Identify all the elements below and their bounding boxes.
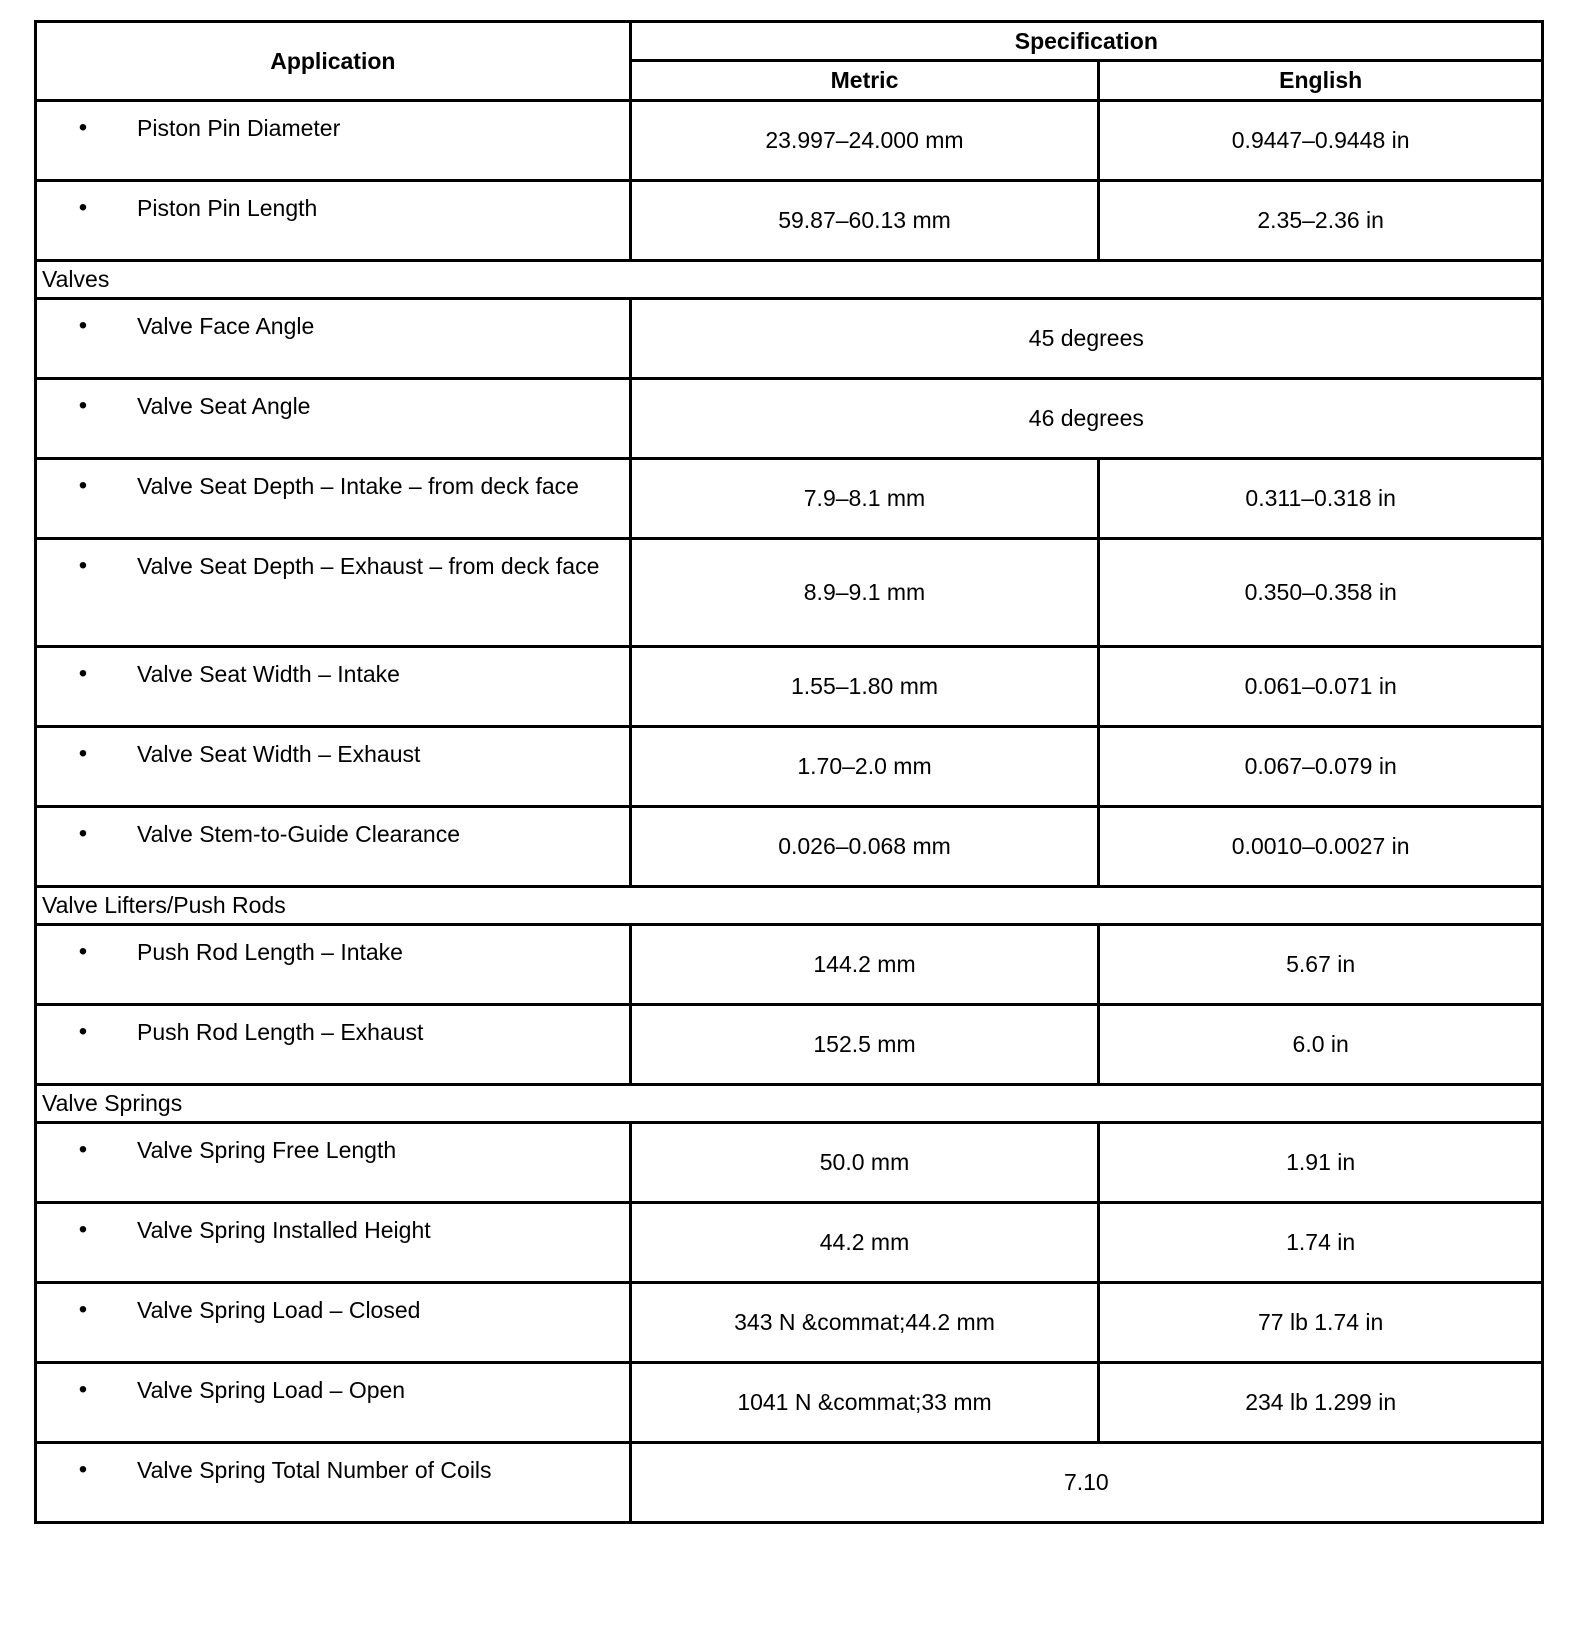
bullet-icon [37, 1456, 137, 1484]
application-cell [36, 379, 631, 459]
application-label: Valve Spring Installed Height [137, 1217, 431, 1243]
table-row [36, 101, 1543, 181]
table-row [36, 1283, 1543, 1363]
table-row [36, 1203, 1543, 1283]
application-cell [36, 1203, 631, 1283]
spec-value-cell: 46 degrees [630, 379, 1542, 459]
application-label: Valve Seat Depth – Intake – from deck face [137, 473, 579, 499]
application-cell [36, 101, 631, 181]
application-cell [36, 647, 631, 727]
bullet-icon [37, 312, 137, 340]
spec-value-cell: 7.10 [630, 1443, 1542, 1523]
section-row [36, 261, 1543, 299]
table-row [36, 925, 1543, 1005]
metric-value-cell: 152.5 mm [630, 1005, 1099, 1085]
application-label: Valve Spring Free Length [137, 1137, 397, 1163]
application-label: Valve Spring Total Number of Coils [137, 1457, 492, 1483]
application-label: Piston Pin Diameter [137, 115, 341, 141]
application-label: Valve Face Angle [137, 313, 315, 339]
english-value-cell: 2.35–2.36 in [1099, 181, 1543, 261]
english-value-cell: 77 lb 1.74 in [1099, 1283, 1543, 1363]
bullet-icon [37, 472, 137, 500]
application-label: Valve Seat Angle [137, 393, 311, 419]
bullet-icon [37, 552, 137, 580]
english-value-cell: 0.350–0.358 in [1099, 539, 1543, 647]
english-header: English [1099, 61, 1543, 101]
specification-header: Specification [630, 22, 1542, 61]
section-heading: Valve Lifters/Push Rods [36, 887, 1543, 925]
application-cell [36, 459, 631, 539]
table-row [36, 727, 1543, 807]
table-row [36, 807, 1543, 887]
bullet-icon [37, 820, 137, 848]
table-row [36, 459, 1543, 539]
application-cell [36, 1123, 631, 1203]
bullet-icon [37, 740, 137, 768]
english-value-cell: 6.0 in [1099, 1005, 1543, 1085]
english-value-cell: 1.91 in [1099, 1123, 1543, 1203]
application-label: Valve Spring Load – Closed [137, 1297, 421, 1323]
metric-value-cell: 1.70–2.0 mm [630, 727, 1099, 807]
application-cell [36, 299, 631, 379]
english-value-cell: 5.67 in [1099, 925, 1543, 1005]
section-heading: Valves [36, 261, 1543, 299]
spec-table [34, 20, 1544, 1524]
english-value-cell: 234 lb 1.299 in [1099, 1363, 1543, 1443]
metric-value-cell: 59.87–60.13 mm [630, 181, 1099, 261]
english-value-cell: 0.311–0.318 in [1099, 459, 1543, 539]
application-cell [36, 1443, 631, 1523]
metric-value-cell: 8.9–9.1 mm [630, 539, 1099, 647]
table-row [36, 181, 1543, 261]
metric-value-cell: 44.2 mm [630, 1203, 1099, 1283]
metric-value-cell: 1041 N &commat;33 mm [630, 1363, 1099, 1443]
bullet-icon [37, 1136, 137, 1164]
application-cell [36, 727, 631, 807]
application-label: Push Rod Length – Exhaust [137, 1019, 424, 1045]
application-cell [36, 539, 631, 647]
application-label: Valve Stem-to-Guide Clearance [137, 821, 460, 847]
table-row [36, 539, 1543, 647]
metric-value-cell: 7.9–8.1 mm [630, 459, 1099, 539]
application-cell [36, 925, 631, 1005]
section-row [36, 887, 1543, 925]
application-cell [36, 181, 631, 261]
table-row [36, 1005, 1543, 1085]
application-label: Piston Pin Length [137, 195, 318, 221]
application-cell [36, 1005, 631, 1085]
english-value-cell: 1.74 in [1099, 1203, 1543, 1283]
application-header: Application [36, 22, 631, 101]
bullet-icon [37, 938, 137, 966]
bullet-icon [37, 1018, 137, 1046]
application-label: Valve Seat Width – Intake [137, 661, 400, 687]
bullet-icon [37, 1296, 137, 1324]
bullet-icon [37, 392, 137, 420]
table-row [36, 299, 1543, 379]
table-row [36, 379, 1543, 459]
metric-value-cell: 343 N &commat;44.2 mm [630, 1283, 1099, 1363]
application-cell [36, 807, 631, 887]
english-value-cell: 0.067–0.079 in [1099, 727, 1543, 807]
section-heading: Valve Springs [36, 1085, 1543, 1123]
bullet-icon [37, 1376, 137, 1404]
spec-value-cell: 45 degrees [630, 299, 1542, 379]
english-value-cell: 0.061–0.071 in [1099, 647, 1543, 727]
metric-value-cell: 23.997–24.000 mm [630, 101, 1099, 181]
bullet-icon [37, 1216, 137, 1244]
metric-value-cell: 50.0 mm [630, 1123, 1099, 1203]
application-label: Valve Seat Depth – Exhaust – from deck face [137, 553, 600, 579]
table-row [36, 1123, 1543, 1203]
application-label: Valve Spring Load – Open [137, 1377, 406, 1403]
application-label: Push Rod Length – Intake [137, 939, 403, 965]
application-cell [36, 1363, 631, 1443]
english-value-cell: 0.9447–0.9448 in [1099, 101, 1543, 181]
table-row [36, 1363, 1543, 1443]
bullet-icon [37, 660, 137, 688]
metric-value-cell: 1.55–1.80 mm [630, 647, 1099, 727]
english-value-cell: 0.0010–0.0027 in [1099, 807, 1543, 887]
section-row [36, 1085, 1543, 1123]
table-row [36, 647, 1543, 727]
application-cell [36, 1283, 631, 1363]
bullet-icon [37, 194, 137, 222]
table-row [36, 1443, 1543, 1523]
metric-value-cell: 144.2 mm [630, 925, 1099, 1005]
metric-header: Metric [630, 61, 1099, 101]
application-label: Valve Seat Width – Exhaust [137, 741, 421, 767]
bullet-icon [37, 114, 137, 142]
metric-value-cell: 0.026–0.068 mm [630, 807, 1099, 887]
